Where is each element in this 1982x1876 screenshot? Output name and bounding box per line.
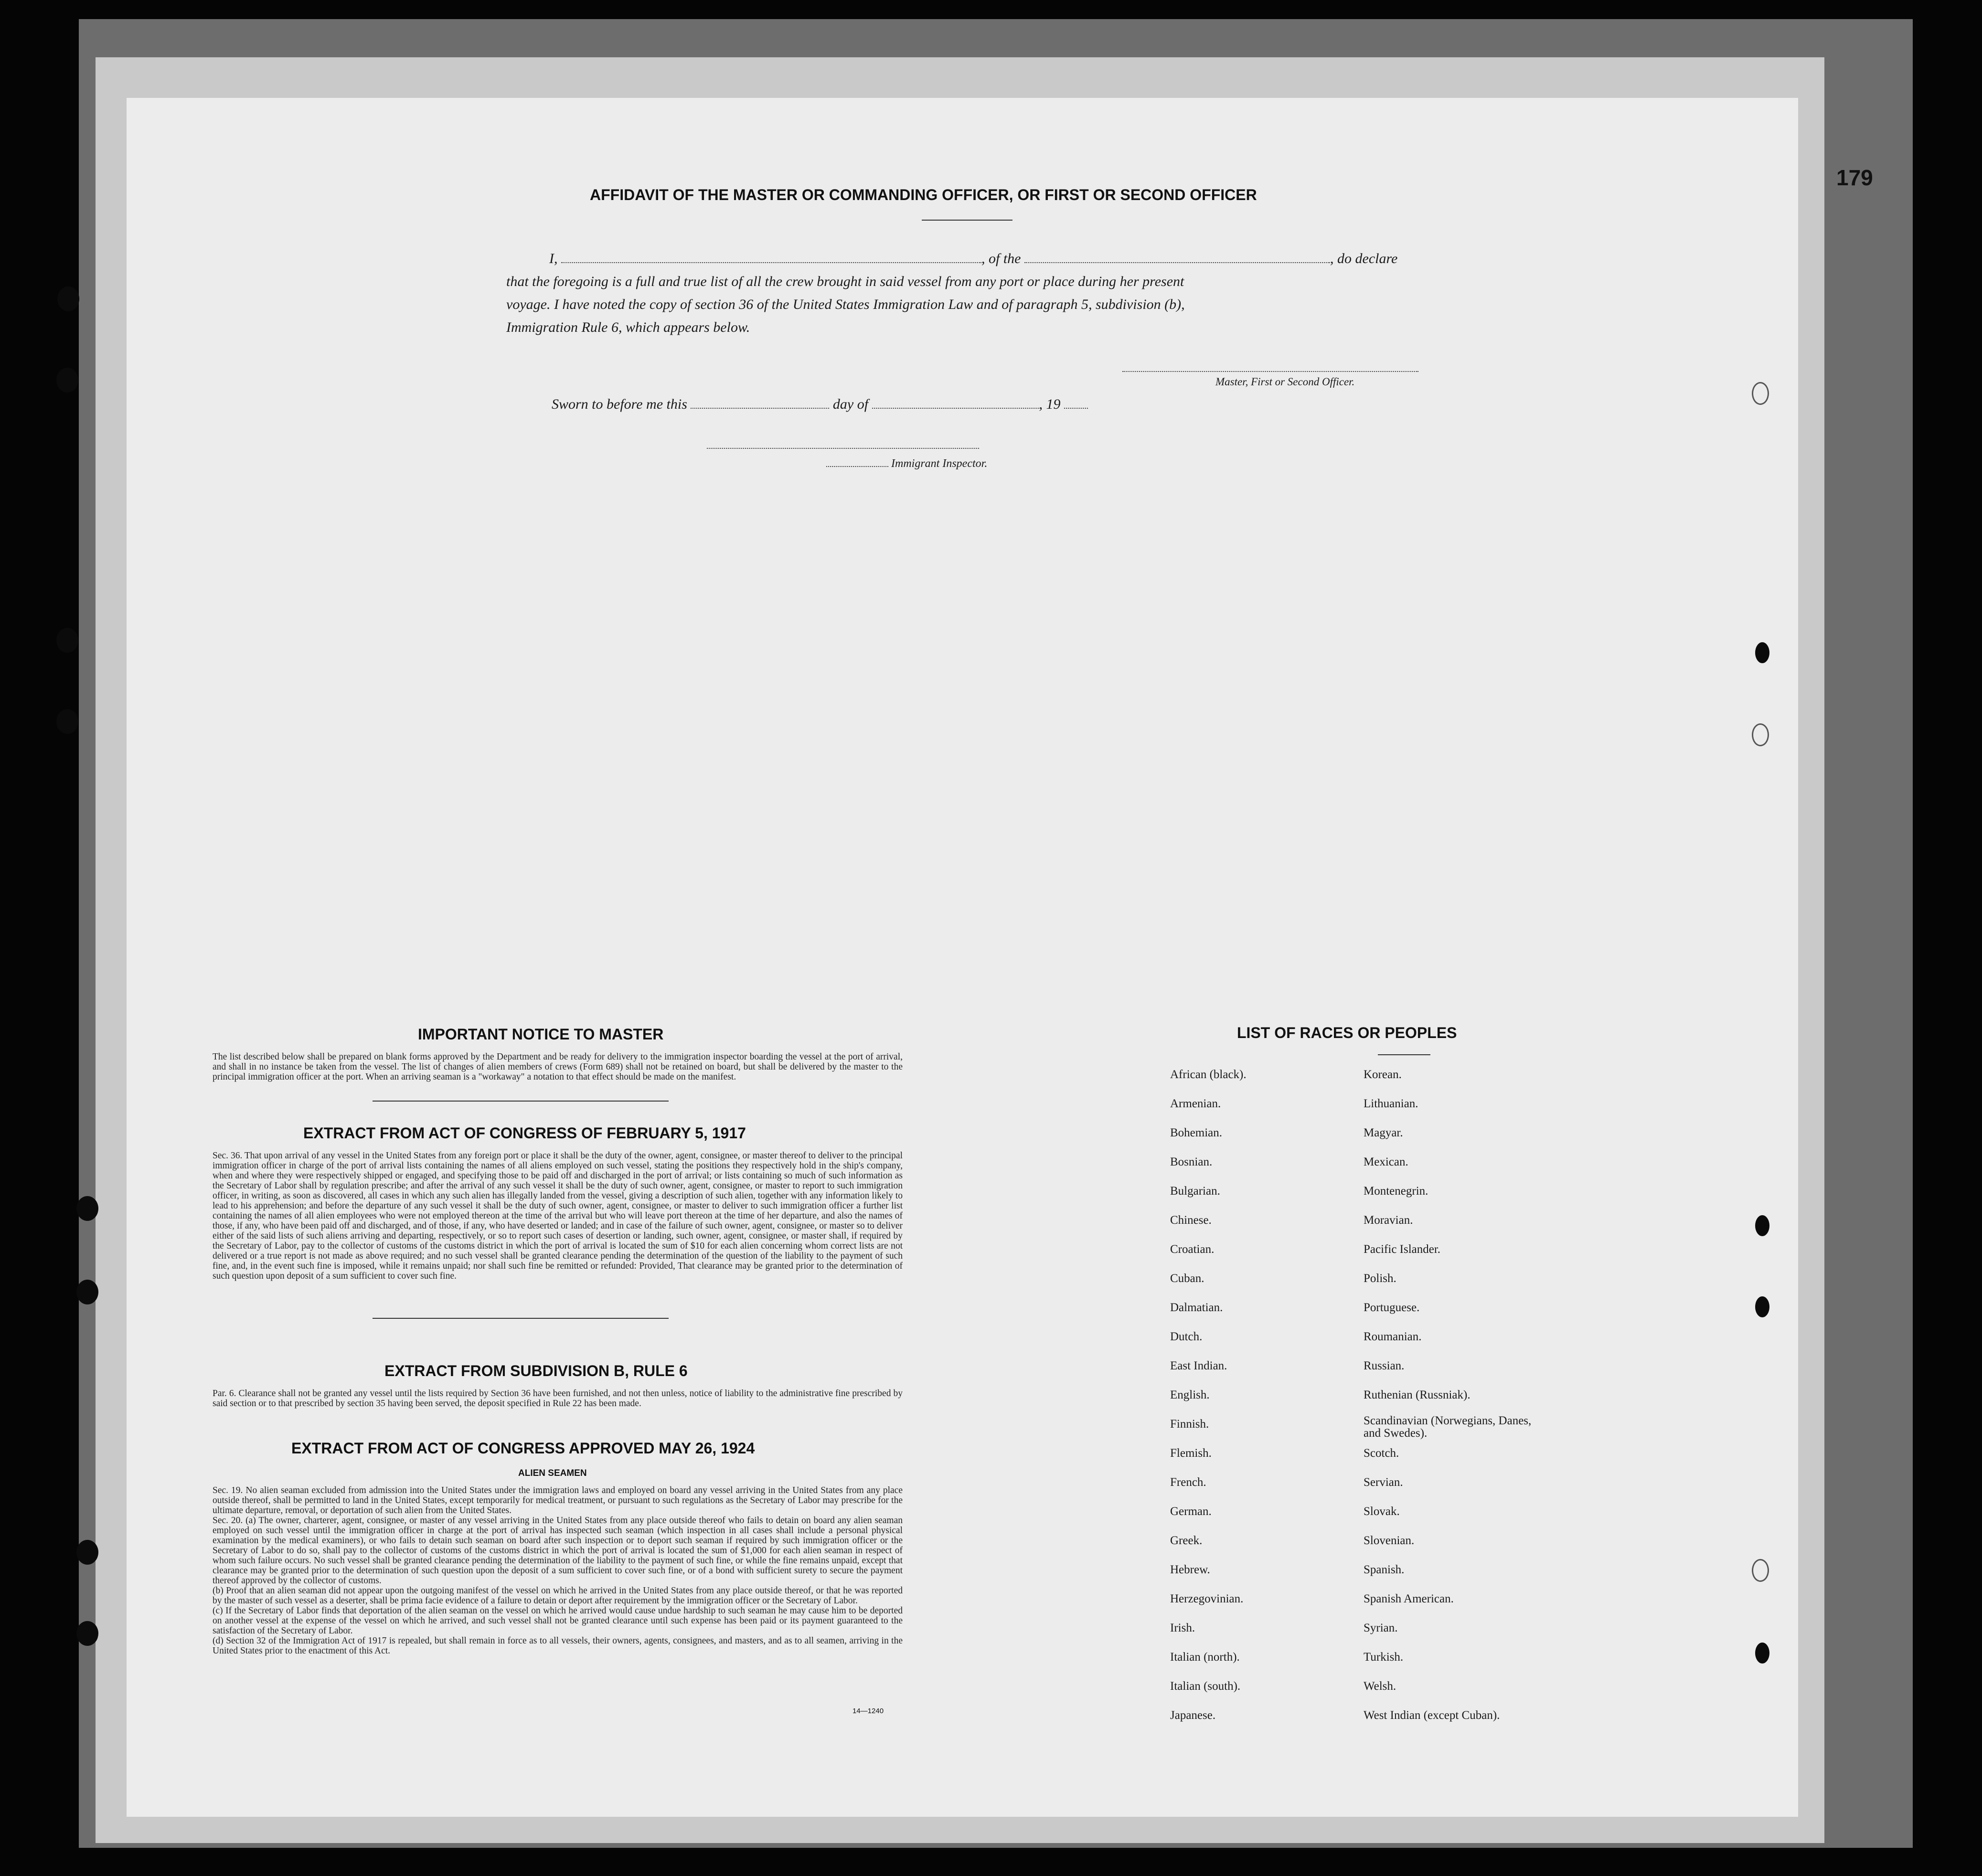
race-item: Ruthenian (Russniak).: [1364, 1388, 1471, 1401]
race-item: Japanese.: [1170, 1709, 1216, 1722]
sec-20b-paragraph: (b) Proof that an alien seaman did not appear upon the outgoing manifest of the vessel on which he arrived in the United States from any place outside thereof, or that he was reported by the master of such vessel as a deserter, shall be prima facie evidence of a failure to detain or deport after requirement by the immigration officer or the Secretary of Labor.: [213, 1586, 903, 1606]
binder-hole: [56, 709, 78, 734]
position-blank: [1024, 259, 1330, 263]
race-item: Bosnian.: [1170, 1155, 1213, 1168]
race-item: West Indian (except Cuban).: [1364, 1709, 1500, 1722]
binder-hole: [56, 368, 78, 392]
race-item: Scotch.: [1364, 1447, 1399, 1460]
sec-20c-paragraph: (c) If the Secretary of Labor finds that deportation of the alien seaman on the vessel on which he arrived would cause undue hardship to such seaman he may cause him to be deported on another vessel at the expense of the vessel on which he arrived, and such vessel shall not be granted clearance until such expense has been paid or its payment guaranteed to the satisfaction of the Secretary of Labor.: [213, 1606, 903, 1636]
race-item: Scandinavian (Norwegians, Danes, and Swedes).: [1364, 1414, 1532, 1440]
section-rule-1: [373, 1101, 669, 1102]
declaration-i: I,: [549, 251, 558, 266]
binder-hole-outline: [1752, 723, 1769, 746]
race-item: Herzegovinian.: [1170, 1592, 1244, 1605]
affidavit-title: AFFIDAVIT OF THE MASTER OR COMMANDING OFFICER, OR FIRST OR SECOND OFFICER: [590, 186, 1257, 203]
extract-1924-text: [213, 1485, 903, 1656]
sec-19-paragraph: Sec. 19. No alien seaman excluded from admission into the United States under the immigration laws and employed on board any vessel arriving in the United States from any place outside thereof, shall be permitted to land in the United States, except temporarily for medical treatment, or pursuant to such regulations as the Secretary of Labor may prescribe for the ultimate departure, removal, or deportation of such alien from the United States.: [213, 1485, 903, 1516]
race-item: Bohemian.: [1170, 1126, 1223, 1139]
extract-1917-title: EXTRACT FROM ACT OF CONGRESS OF FEBRUARY 5, 1917: [303, 1124, 746, 1142]
form-number: 14—1240: [852, 1707, 884, 1715]
extract-rule6-title: EXTRACT FROM SUBDIVISION B, RULE 6: [384, 1362, 688, 1379]
sworn-year: , 19: [1039, 396, 1061, 412]
declaration-line-1: [549, 251, 1562, 267]
race-item: Syrian.: [1364, 1622, 1398, 1634]
race-item: Russian.: [1364, 1359, 1405, 1372]
sworn-line: [552, 396, 1088, 413]
race-item: English.: [1170, 1388, 1210, 1401]
race-item: Portuguese.: [1364, 1301, 1420, 1314]
extract-1924-title: EXTRACT FROM ACT OF CONGRESS APPROVED MAY 26, 1924: [291, 1440, 755, 1457]
race-item: Greek.: [1170, 1534, 1203, 1547]
race-item: Dutch.: [1170, 1330, 1203, 1343]
race-item: Mexican.: [1364, 1155, 1408, 1168]
signature-line: [1122, 371, 1418, 372]
race-item: Armenian.: [1170, 1097, 1221, 1110]
race-item: German.: [1170, 1505, 1212, 1518]
race-item: Spanish American.: [1364, 1592, 1454, 1605]
race-item: Servian.: [1364, 1476, 1403, 1489]
inspector-blank: [826, 463, 888, 467]
inspector-signature-line: [707, 448, 979, 449]
race-item: Irish.: [1170, 1622, 1195, 1634]
page-number: 179: [1836, 165, 1873, 190]
declaration-of-the: , of the: [981, 251, 1021, 266]
binder-hole: [56, 628, 78, 653]
race-item: Dalmatian.: [1170, 1301, 1223, 1314]
extract-rule6-text: Par. 6. Clearance shall not be granted any vessel until the lists required by Section 36 have been furnished, and not then unless, notice of liability to the administrative fine prescribed by said section or to that prescribed by section 35 having been served, the deposit specified in Rule 22 has been made.: [213, 1388, 903, 1409]
race-item: Bulgarian.: [1170, 1185, 1220, 1198]
month-blank: [872, 405, 1039, 409]
name-blank: [561, 259, 981, 263]
binder-hole: [76, 1621, 98, 1646]
manifest-page: [127, 98, 1798, 1817]
race-item: Chinese.: [1170, 1214, 1212, 1227]
day-blank: [691, 405, 829, 409]
races-title: LIST OF RACES OR PEOPLES: [1237, 1024, 1457, 1041]
sworn-prefix: Sworn to before me this: [552, 396, 687, 412]
alien-seamen-subtitle: ALIEN SEAMEN: [518, 1468, 587, 1478]
race-item: Pacific Islander.: [1364, 1243, 1441, 1256]
notice-text: The list described below shall be prepared on blank forms approved by the Department and be ready for delivery to the immigration inspector boarding the vessel at the port of arrival, and shall in no instance be taken from the vessel. The list of changes of alien members of crews (Form 689) shall not be retained on board, but shall be delivered by the master to the principal immigration officer at the port. When an arriving seaman is a "workaway" a notation to that effect should be made on the manifest.: [213, 1052, 903, 1082]
declaration-line-2: that the foregoing is a full and true list of all the crew brought in said vessel from any port or place during her present: [506, 274, 1184, 289]
race-item: Montenegrin.: [1364, 1185, 1428, 1198]
race-item: Magyar.: [1364, 1126, 1403, 1139]
binder-hole: [1755, 1215, 1769, 1236]
race-item: Spanish.: [1364, 1563, 1405, 1576]
race-item: Slovak.: [1364, 1505, 1400, 1518]
section-rule-2: [373, 1318, 669, 1319]
race-item: Turkish.: [1364, 1651, 1404, 1664]
race-item: Croatian.: [1170, 1243, 1215, 1256]
title-rule: [922, 220, 1012, 221]
race-item: Moravian.: [1364, 1214, 1413, 1227]
sworn-day-of: day of: [832, 396, 869, 412]
extract-1917-text: Sec. 36. That upon arrival of any vessel in the United States from any foreign port or place it shall be the duty of the owner, agent, consignee, or master thereof to deliver to the principal immigration officer in charge of the port of arrival lists containing the names of all aliens employed on such vessel, stating the positions they respectively hold in the ship's company, when and where they were respectively shipped or engaged, and specifying those to be paid off and discharged in the port of arrival; or lists containing so much of such information as the Secretary of Labor shall by regulation prescribe; and after the arrival of any such vessel it shall be the duty of such owner, agent, consignee, or master to report to such immigration officer, in writing, as soon as discovered, all cases in which any such alien has illegally landed from the vessel, giving a description of such alien, together with any information likely to lead to his apprehension; and before the departure of any such vessel it shall be the duty of such owner, agent, consignee, or master to deliver to such immigration officer a further list containing the names of all alien employees who were not employed thereon at the time of the arrival but who will leave port thereon at the time of her departure, and also the names of those, if any, who have been paid off and discharged, and of those, if any, who have deserted or landed; and in case of the failure of such owner, agent, consignee, or master so to deliver either of the said lists of such aliens arriving and departing, respectively, or so to report such cases of desertion or landing, such owner, agent, consignee, or master shall, if required by the Secretary of Labor, pay to the collector of customs of the customs district in which the port of arrival is located the sum of $10 for each alien concerning whom correct lists are not delivered or a true report is not made as above required; and no such vessel shall be granted clearance pending the determination of the question of the liability to the payment of such fine, and, in the event such fine is imposed, while it remains unpaid; nor shall such fine be remitted or refunded: Provided, That clearance may be granted prior to the determination of such question upon deposit of a sum sufficient to cover such fine.: [213, 1151, 903, 1281]
binder-hole: [76, 1196, 98, 1221]
race-item: African (black).: [1170, 1068, 1247, 1081]
race-item: Italian (south).: [1170, 1680, 1241, 1693]
inspector-label: Immigrant Inspector.: [891, 457, 988, 470]
binder-hole: [57, 286, 79, 311]
race-item: Cuban.: [1170, 1272, 1204, 1285]
binder-hole: [1755, 642, 1769, 663]
notice-title: IMPORTANT NOTICE TO MASTER: [418, 1026, 664, 1043]
race-item: Korean.: [1364, 1068, 1402, 1081]
race-item: Slovenian.: [1364, 1534, 1415, 1547]
sec-20a-paragraph: Sec. 20. (a) The owner, charterer, agent, consignee, or master of any vessel arriving in the United States from any place outside thereof who fails to detain on board any alien seaman employed on such vessel until the immigration officer in charge at the port of arrival has inspected such seaman (which inspection in all cases shall include a personal physical examination by the medical examiners), or who fails to detain such seaman on board after such inspection or to deport such seaman if required by such immigration officer or the Secretary of Labor to do so, shall pay to the collector of customs of the customs district in which the port of arrival is located the sum of $1,000 for each alien seaman in respect of whom such failure occurs. No such vessel shall be granted clearance pending the determination of the liability to the payment of such fine, or while the fine remains unpaid, except that clearance may be granted prior to the determination of such question upon the deposit of a sum sufficient to cover such fine, or of a bond with sufficient surety to secure the payment thereof approved by the collector of customs.: [213, 1516, 903, 1586]
binder-hole-outline: [1752, 382, 1769, 405]
binder-hole: [76, 1280, 98, 1304]
binder-hole-outline: [1752, 1559, 1769, 1582]
inspector-line: [826, 457, 987, 470]
race-item: Roumanian.: [1364, 1330, 1422, 1343]
sec-20d-paragraph: (d) Section 32 of the Immigration Act of 1917 is repealed, but shall remain in force as to all vessels, their owners, agents, consignees, and masters, and as to all seamen, arriving in the United States prior to the enactment of this Act.: [213, 1636, 903, 1656]
race-item: Lithuanian.: [1364, 1097, 1418, 1110]
race-item: Italian (north).: [1170, 1651, 1240, 1664]
declaration-declare: , do declare: [1330, 251, 1398, 266]
signature-label: Master, First or Second Officer.: [1215, 376, 1355, 388]
binder-hole: [1755, 1296, 1769, 1317]
race-item: Welsh.: [1364, 1680, 1396, 1693]
races-title-rule: [1378, 1054, 1430, 1055]
race-item: Hebrew.: [1170, 1563, 1210, 1576]
binder-hole: [76, 1540, 98, 1565]
race-item: East Indian.: [1170, 1359, 1227, 1372]
race-item: Flemish.: [1170, 1447, 1212, 1460]
year-blank: [1064, 405, 1088, 409]
race-item: French.: [1170, 1476, 1206, 1489]
declaration-line-4: Immigration Rule 6, which appears below.: [506, 319, 750, 335]
declaration-line-3: voyage. I have noted the copy of section 36 of the United States Immigration Law and of paragraph 5, subdivision (b),: [506, 297, 1185, 312]
binder-hole: [1755, 1643, 1769, 1664]
race-item: Polish.: [1364, 1272, 1396, 1285]
race-item: Finnish.: [1170, 1418, 1209, 1431]
